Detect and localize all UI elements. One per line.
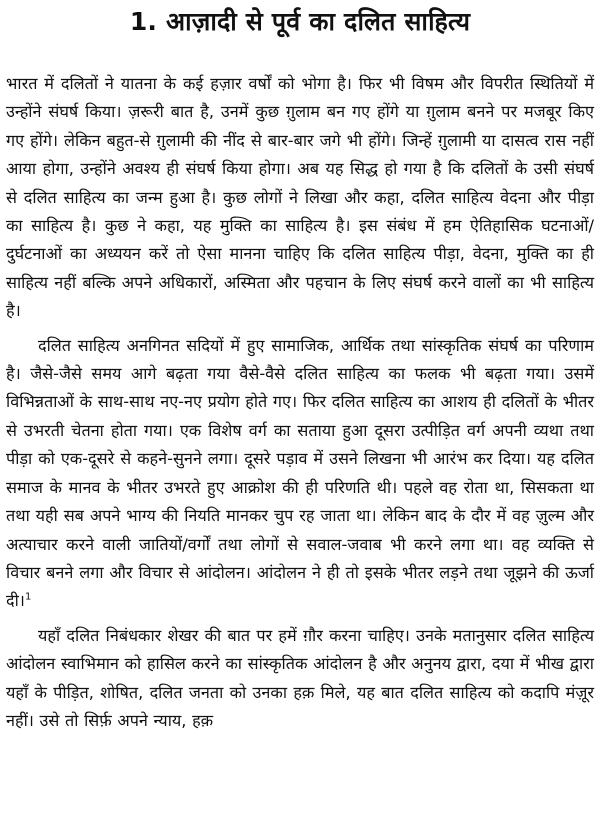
paragraph-2 (6, 332, 594, 616)
chapter-title: 1. आज़ादी से पूर्व का दलित साहित्य (129, 7, 471, 36)
paragraph-1-text: भारत में दलितों ने यातना के कई हज़ार वर्षों को भोगा है। फिर भी विषम और विपरीत स्थितियों में उन्होंने संघर्ष किया। ज़रूरी बात है, उनमें कुछ ग़ुलाम बन गए होंगे या ग़ुलाम बनने पर मजबूर किए गए होंगे। लेकिन बहुत-से ग़ुलामी की नींद से बार-बार जगे भी होंगे। जिन्हें ग़ुलामी या दासत्व रास नहीं आया होगा, उन्होंने अवश्य ही संघर्ष किया होगा। अब यह सिद्ध हो गया है कि दलितों के उसी संघर्ष से दलित साहित्य का जन्म हुआ है। कुछ लोगों ने लिखा और कहा, दलित साहित्य वेदना और पीड़ा का साहित्य है। कुछ ने कहा, यह मुक्ति का साहित्य है। इस संबंध में हम ऐतिहासिक घटनाओं/दुर्घटनाओं का अध्ययन करें तो ऐसा मानना चाहिए कि दलित साहित्य पीड़ा, वेदना, मुक्ति का ही साहित्य नहीं बल्कि अपने अधिकारों, अस्मिता और पहचान के लिए संघर्ष करने वालों का भी साहित्य है। (6, 74, 594, 321)
footnote-marker: 1 (24, 591, 32, 603)
body-text (6, 70, 594, 735)
paragraph-3 (6, 622, 594, 736)
paragraph-1 (6, 70, 594, 326)
paragraph-2-text: दलित साहित्य अनगिनत सदियों में हुए सामाजिक, आर्थिक तथा सांस्कृतिक संघर्ष का परिणाम है। जैसे-जैसे समय आगे बढ़ता गया वैसे-वैसे दलित साहित्य का फलक भी बढ़ता गया। उसमें विभिन्नताओं के साथ-साथ नए-नए प्रयोग होते गए। फिर दलित साहित्य का आशय ही दलितों के भीतर से उभरती चेतना होता गया। एक विशेष वर्ग का सताया हुआ दूसरा उत्पीड़ित वर्ग अपनी व्यथा तथा पीड़ा को एक-दूसरे से कहने-सुनने लगा। दूसरे पड़ाव में उसने लिखना भी आरंभ कर दिया। यह दलित समाज के मानव के भीतर उभरते हुए आक्रोश की ही परिणति थी। पहले वह रोता था, सिसकता था तथा यही सब अपने भाग्य की नियति मानकर चुप रह जाता था। लेकिन बाद के दौर में वह ज़ुल्म और अत्याचार करने वाली जातियों/वर्गों तथा लोगों से सवाल-जवाब भी करने लगा था। वह व्यक्ति से विचार बनने लगा और विचार से आंदोलन। आंदोलन ने ही तो इसके भीतर लड़ने तथा जूझने की ऊर्जा दी। (6, 335, 594, 611)
paragraph-3-text: यहाँ दलित निबंधकार शेखर की बात पर हमें ग़ौर करना चाहिए। उनके मतानुसार दलित साहित्य आंदोलन स्वाभिमान को हासिल करने का सांस्कृतिक आंदोलन है और अनुनय द्वारा, दया में भीख द्वारा यहाँ के पीड़ित, शोषित, दलित जनता को उनका हक़ मिले, यह बात दलित साहित्य को कदापि मंज़ूर नहीं। उसे तो सिर्फ़ अपने न्याय, हक़ (6, 625, 594, 730)
